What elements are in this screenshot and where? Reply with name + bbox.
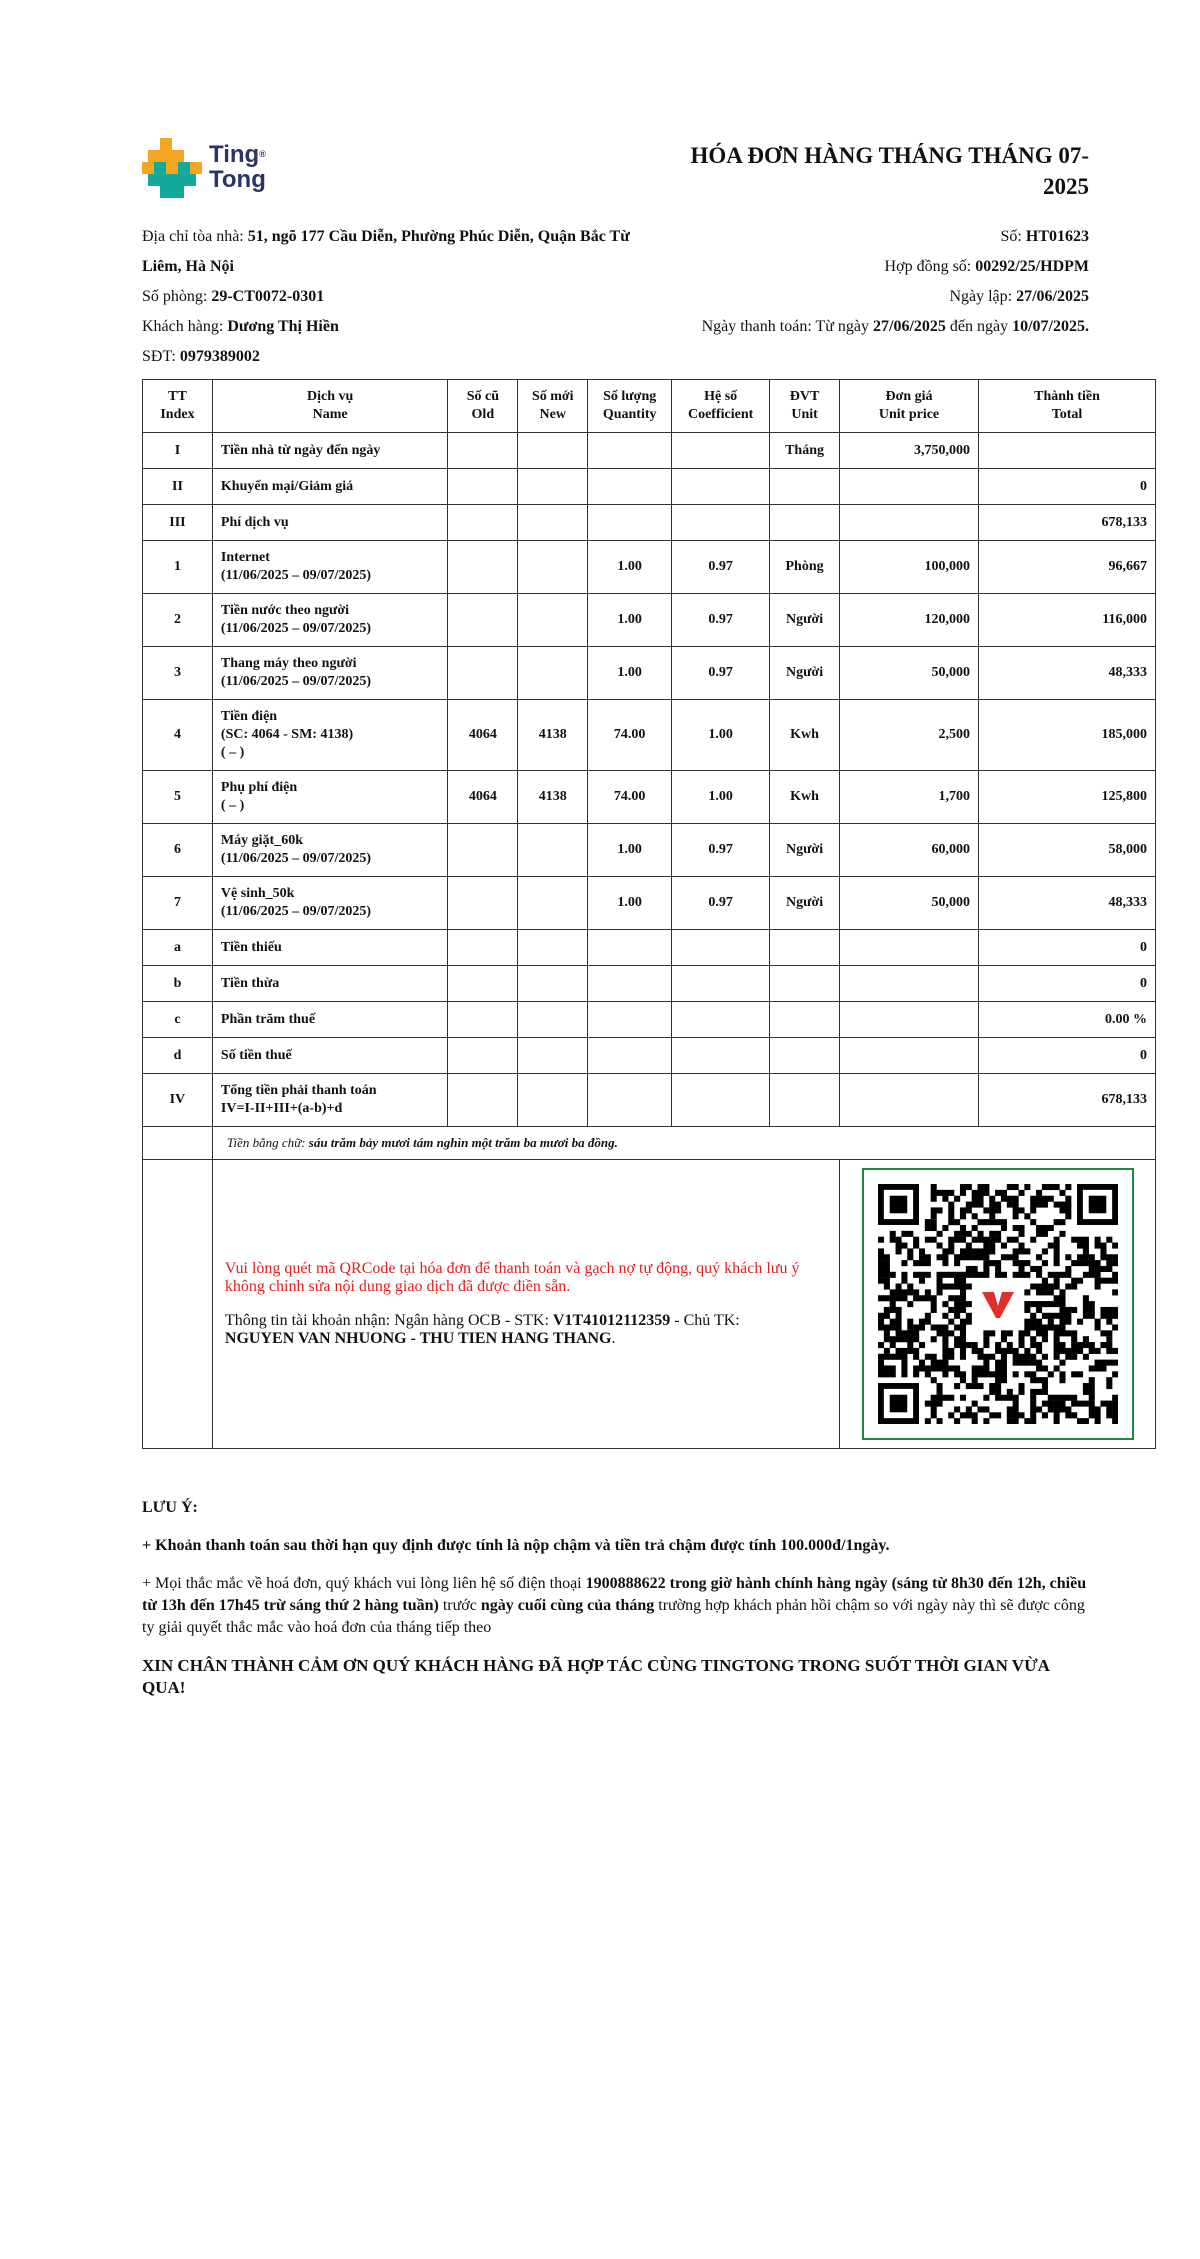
new-reading bbox=[518, 594, 588, 647]
table-row bbox=[143, 594, 1156, 647]
thank-you-message: XIN CHÂN THÀNH CẢM ƠN QUÝ KHÁCH HÀNG ĐÃ HỢP TÁC CÙNG TINGTONG TRONG SUỐT THỜI GIAN VỪA QUA! bbox=[142, 1656, 1049, 1697]
service-name: Tổng tiền phải thanh toán IV=I-II+III+(a-b)+d bbox=[212, 1074, 447, 1127]
column-header: Dịch vụ Name bbox=[212, 380, 447, 433]
service-name: Khuyến mại/Giảm giá bbox=[212, 469, 447, 505]
coefficient bbox=[672, 1002, 770, 1038]
column-header: TT Index bbox=[143, 380, 213, 433]
line-total: 678,133 bbox=[978, 505, 1155, 541]
late-fee-note: + Khoản thanh toán sau thời hạn quy định được tính là nộp chậm và tiền trả chậm được tính 100.000đ/1ngày. bbox=[142, 1537, 890, 1554]
column-header: Đơn giá Unit price bbox=[840, 380, 979, 433]
issue-date: Ngày lập: 27/06/2025 bbox=[949, 288, 1089, 305]
table-row bbox=[143, 824, 1156, 877]
old-reading bbox=[448, 1074, 518, 1127]
old-reading bbox=[448, 594, 518, 647]
quantity bbox=[588, 433, 672, 469]
line-total: 125,800 bbox=[978, 771, 1155, 824]
customer-info bbox=[142, 222, 652, 372]
invoice-number: Số: HT01623 bbox=[1000, 228, 1089, 245]
new-reading bbox=[518, 966, 588, 1002]
line-total: 0.00 % bbox=[978, 1002, 1155, 1038]
table-row bbox=[143, 433, 1156, 469]
line-total: 0 bbox=[978, 469, 1155, 505]
room-number: Số phòng: 29-CT0072-0301 bbox=[142, 288, 325, 305]
unit-price: 50,000 bbox=[840, 647, 979, 700]
table-row bbox=[143, 469, 1156, 505]
coefficient: 1.00 bbox=[672, 771, 770, 824]
row-index: IV bbox=[143, 1074, 213, 1127]
unit: Người bbox=[770, 877, 840, 930]
coefficient: 0.97 bbox=[672, 647, 770, 700]
unit bbox=[770, 966, 840, 1002]
column-header: Thành tiền Total bbox=[978, 380, 1155, 433]
unit: Tháng bbox=[770, 433, 840, 469]
amount-in-words-row bbox=[143, 1127, 1156, 1160]
unit-price: 60,000 bbox=[840, 824, 979, 877]
tingtong-logo bbox=[142, 138, 282, 200]
notes-section bbox=[142, 1497, 1092, 1715]
service-name: Phí dịch vụ bbox=[212, 505, 447, 541]
coefficient: 0.97 bbox=[672, 541, 770, 594]
new-reading: 4138 bbox=[518, 700, 588, 771]
table-row bbox=[143, 877, 1156, 930]
old-reading bbox=[448, 1002, 518, 1038]
column-header: Hệ số Coefficient bbox=[672, 380, 770, 433]
old-reading bbox=[448, 541, 518, 594]
line-total: 96,667 bbox=[978, 541, 1155, 594]
contract-number: Hợp đồng số: 00292/25/HDPM bbox=[884, 258, 1089, 275]
line-total: 48,333 bbox=[978, 877, 1155, 930]
unit bbox=[770, 1038, 840, 1074]
unit: Người bbox=[770, 594, 840, 647]
quantity: 74.00 bbox=[588, 771, 672, 824]
line-total bbox=[978, 433, 1155, 469]
quantity: 74.00 bbox=[588, 700, 672, 771]
qr-payment-notice: Vui lòng quét mã QRCode tại hóa đơn để thanh toán và gạch nợ tự động, quý khách lưu ý không chỉnh sửa nội dung giao dịch đã được điền sẵn. bbox=[224, 1260, 800, 1295]
row-index: 5 bbox=[143, 771, 213, 824]
old-reading: 4064 bbox=[448, 771, 518, 824]
service-name: Số tiền thuế bbox=[212, 1038, 447, 1074]
old-reading: 4064 bbox=[448, 700, 518, 771]
service-name: Tiền nước theo người (11/06/2025 – 09/07/2025) bbox=[212, 594, 447, 647]
quantity bbox=[588, 469, 672, 505]
unit: Phòng bbox=[770, 541, 840, 594]
quantity: 1.00 bbox=[588, 824, 672, 877]
row-index: 7 bbox=[143, 877, 213, 930]
new-reading bbox=[518, 469, 588, 505]
payment-instructions bbox=[212, 1160, 839, 1449]
row-index: b bbox=[143, 966, 213, 1002]
old-reading bbox=[448, 877, 518, 930]
unit bbox=[770, 930, 840, 966]
line-total: 58,000 bbox=[978, 824, 1155, 877]
quantity bbox=[588, 930, 672, 966]
quantity: 1.00 bbox=[588, 594, 672, 647]
logo-mark-icon bbox=[142, 138, 202, 198]
notes-heading: LƯU Ý: bbox=[142, 1499, 198, 1516]
table-row bbox=[143, 541, 1156, 594]
table-row bbox=[143, 771, 1156, 824]
service-name: Thang máy theo người (11/06/2025 – 09/07/2025) bbox=[212, 647, 447, 700]
coefficient bbox=[672, 469, 770, 505]
unit: Người bbox=[770, 824, 840, 877]
logo-wordmark: Ting® Tong bbox=[209, 141, 266, 193]
row-index: I bbox=[143, 433, 213, 469]
service-name: Phụ phí điện ( – ) bbox=[212, 771, 447, 824]
qr-code-frame[interactable] bbox=[862, 1168, 1134, 1440]
row-index: c bbox=[143, 1002, 213, 1038]
old-reading bbox=[448, 505, 518, 541]
coefficient: 0.97 bbox=[672, 824, 770, 877]
new-reading bbox=[518, 541, 588, 594]
bank-account-info: Thông tin tài khoản nhận: Ngân hàng OCB - STK: V1T41012112359 - Chủ TK: NGUYEN VAN NHUONG - THU TIEN HANG THANG. bbox=[224, 1312, 740, 1347]
row-index: III bbox=[143, 505, 213, 541]
quantity bbox=[588, 966, 672, 1002]
table-row bbox=[143, 966, 1156, 1002]
customer-name: Khách hàng: Dương Thị Hiền bbox=[142, 318, 339, 335]
service-name: Internet (11/06/2025 – 09/07/2025) bbox=[212, 541, 447, 594]
unit-price: 120,000 bbox=[840, 594, 979, 647]
row-index: 2 bbox=[143, 594, 213, 647]
line-total: 185,000 bbox=[978, 700, 1155, 771]
service-name: Vệ sinh_50k (11/06/2025 – 09/07/2025) bbox=[212, 877, 447, 930]
row-index: 3 bbox=[143, 647, 213, 700]
line-total: 0 bbox=[978, 1038, 1155, 1074]
old-reading bbox=[448, 469, 518, 505]
quantity: 1.00 bbox=[588, 541, 672, 594]
table-row bbox=[143, 930, 1156, 966]
column-header: ĐVT Unit bbox=[770, 380, 840, 433]
table-row bbox=[143, 700, 1156, 771]
unit-price bbox=[840, 1002, 979, 1038]
coefficient bbox=[672, 1074, 770, 1127]
invoice-table bbox=[142, 379, 1156, 1449]
service-name: Máy giặt_60k (11/06/2025 – 09/07/2025) bbox=[212, 824, 447, 877]
coefficient bbox=[672, 930, 770, 966]
table-row bbox=[143, 647, 1156, 700]
new-reading bbox=[518, 824, 588, 877]
table-row bbox=[143, 1038, 1156, 1074]
table-row bbox=[143, 505, 1156, 541]
service-name: Tiền thiếu bbox=[212, 930, 447, 966]
service-name: Tiền nhà từ ngày đến ngày bbox=[212, 433, 447, 469]
line-total: 0 bbox=[978, 930, 1155, 966]
coefficient: 0.97 bbox=[672, 877, 770, 930]
unit-price bbox=[840, 1038, 979, 1074]
new-reading bbox=[518, 505, 588, 541]
coefficient: 0.97 bbox=[672, 594, 770, 647]
unit-price bbox=[840, 505, 979, 541]
new-reading bbox=[518, 877, 588, 930]
line-total: 116,000 bbox=[978, 594, 1155, 647]
old-reading bbox=[448, 647, 518, 700]
column-header: Số mới New bbox=[518, 380, 588, 433]
unit-price: 3,750,000 bbox=[840, 433, 979, 469]
unit: Người bbox=[770, 647, 840, 700]
quantity bbox=[588, 1002, 672, 1038]
coefficient bbox=[672, 433, 770, 469]
new-reading bbox=[518, 433, 588, 469]
row-index: d bbox=[143, 1038, 213, 1074]
coefficient bbox=[672, 505, 770, 541]
table-row bbox=[143, 1002, 1156, 1038]
unit-price bbox=[840, 930, 979, 966]
contact-note: + Mọi thắc mắc về hoá đơn, quý khách vui lòng liên hệ số điện thoại 1900888622 trong giờ hành chính hàng ngày (sáng từ 8h30 đến 12h, chiều từ 13h đến 17h45 trừ sáng thứ 2 hàng tuần) trước ngày cuối cùng của tháng trường hợp khách phản hồi chậm so với ngày này thì sẽ được công ty giải quyết thắc mắc vào hoá đơn của tháng tiếp theo bbox=[142, 1575, 1087, 1636]
row-index: a bbox=[143, 930, 213, 966]
line-total: 678,133 bbox=[978, 1074, 1155, 1127]
new-reading bbox=[518, 647, 588, 700]
customer-phone: SĐT: 0979389002 bbox=[142, 348, 260, 365]
row-index: II bbox=[143, 469, 213, 505]
payment-row bbox=[143, 1160, 1156, 1449]
unit bbox=[770, 1074, 840, 1127]
unit-price: 100,000 bbox=[840, 541, 979, 594]
coefficient bbox=[672, 1038, 770, 1074]
row-index: 4 bbox=[143, 700, 213, 771]
unit-price: 1,700 bbox=[840, 771, 979, 824]
quantity bbox=[588, 505, 672, 541]
new-reading bbox=[518, 930, 588, 966]
row-index: 6 bbox=[143, 824, 213, 877]
unit bbox=[770, 469, 840, 505]
old-reading bbox=[448, 824, 518, 877]
unit: Kwh bbox=[770, 771, 840, 824]
table-header-row bbox=[143, 380, 1156, 433]
old-reading bbox=[448, 930, 518, 966]
quantity bbox=[588, 1038, 672, 1074]
line-total: 48,333 bbox=[978, 647, 1155, 700]
amount-in-words: Tiền bằng chữ: sáu trăm bảy mươi tám nghìn một trăm ba mươi ba đồng. bbox=[212, 1127, 1155, 1160]
new-reading: 4138 bbox=[518, 771, 588, 824]
qr-code-icon[interactable] bbox=[878, 1184, 1118, 1424]
old-reading bbox=[448, 433, 518, 469]
unit: Kwh bbox=[770, 700, 840, 771]
unit bbox=[770, 1002, 840, 1038]
service-name: Tiền thừa bbox=[212, 966, 447, 1002]
unit-price bbox=[840, 966, 979, 1002]
invoice-meta bbox=[589, 222, 1089, 342]
unit bbox=[770, 505, 840, 541]
table-row bbox=[143, 1074, 1156, 1127]
column-header: Số lượng Quantity bbox=[588, 380, 672, 433]
invoice-title: HÓA ĐƠN HÀNG THÁNG THÁNG 07-2025 bbox=[690, 143, 1089, 199]
old-reading bbox=[448, 1038, 518, 1074]
service-name: Tiền điện (SC: 4064 - SM: 4138) ( – ) bbox=[212, 700, 447, 771]
unit-price bbox=[840, 1074, 979, 1127]
row-index: 1 bbox=[143, 541, 213, 594]
coefficient bbox=[672, 966, 770, 1002]
qr-cell bbox=[840, 1160, 1156, 1449]
service-name: Phần trăm thuế bbox=[212, 1002, 447, 1038]
quantity: 1.00 bbox=[588, 877, 672, 930]
new-reading bbox=[518, 1038, 588, 1074]
column-header: Số cũ Old bbox=[448, 380, 518, 433]
old-reading bbox=[448, 966, 518, 1002]
building-address: Địa chỉ tòa nhà: 51, ngõ 177 Cầu Diễn, Phường Phúc Diễn, Quận Bắc Từ Liêm, Hà Nội bbox=[142, 228, 630, 275]
quantity: 1.00 bbox=[588, 647, 672, 700]
line-total: 0 bbox=[978, 966, 1155, 1002]
new-reading bbox=[518, 1002, 588, 1038]
coefficient: 1.00 bbox=[672, 700, 770, 771]
new-reading bbox=[518, 1074, 588, 1127]
quantity bbox=[588, 1074, 672, 1127]
unit-price: 2,500 bbox=[840, 700, 979, 771]
unit-price: 50,000 bbox=[840, 877, 979, 930]
unit-price bbox=[840, 469, 979, 505]
payment-period: Ngày thanh toán: Từ ngày 27/06/2025 đến ngày 10/07/2025. bbox=[701, 318, 1089, 335]
